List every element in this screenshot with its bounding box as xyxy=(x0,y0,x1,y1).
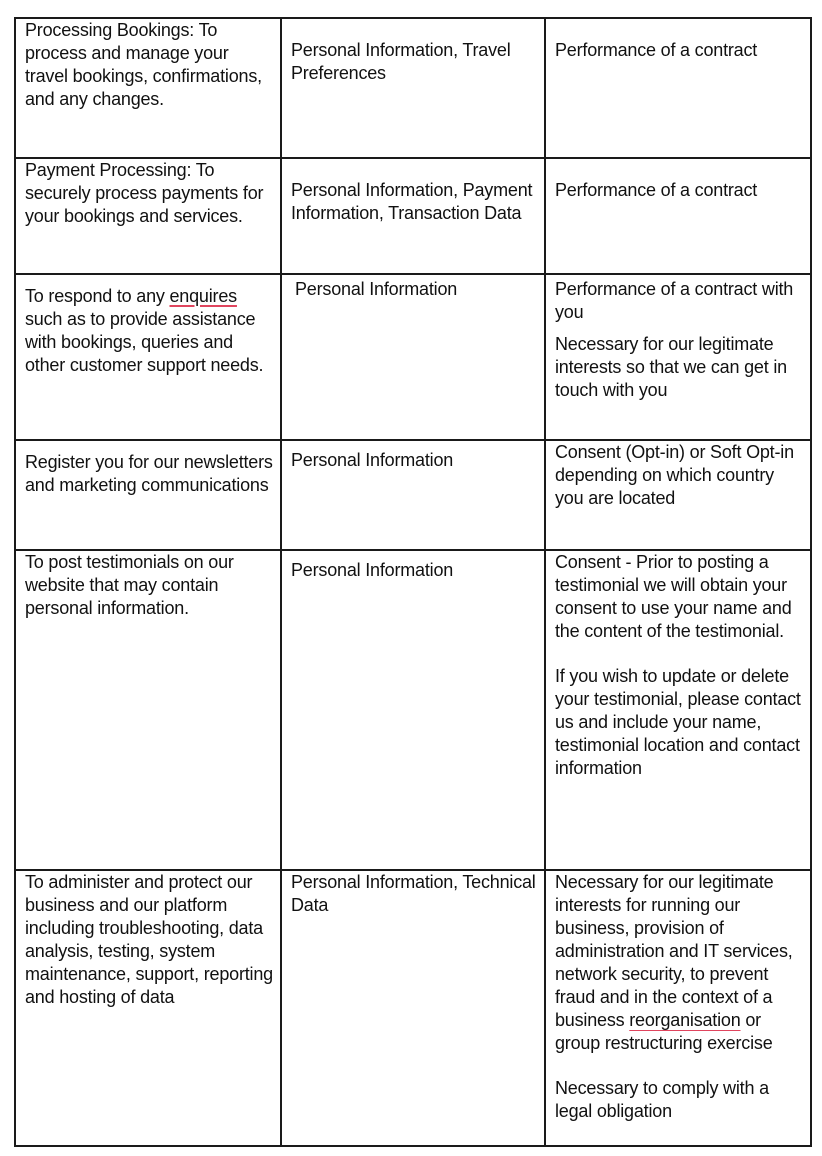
data-processing-table xyxy=(14,17,812,1147)
data-type-text: Personal Information xyxy=(291,450,454,470)
data-type-cell xyxy=(281,274,545,440)
table-row xyxy=(15,440,811,550)
data-type-text: Personal Information, Technical Data xyxy=(291,872,536,915)
lawful-basis-text: Consent (Opt-in) or Soft Opt-in depending on which country you are located xyxy=(555,442,794,508)
purpose-cell xyxy=(15,274,281,440)
lawful-basis-text: Performance of a contract xyxy=(555,180,758,200)
data-type-cell xyxy=(281,158,545,274)
purpose-text: Processing Bookings: To process and manage your travel bookings, confirmations, and any changes. xyxy=(25,20,262,109)
lawful-basis-text: Necessary for our legitimate interests so that we can get in touch with you xyxy=(555,334,787,400)
lawful-basis-cell xyxy=(545,550,811,870)
data-type-text: Personal Information, Travel Preferences xyxy=(291,40,511,83)
purpose-cell xyxy=(15,440,281,550)
purpose-cell xyxy=(15,550,281,870)
data-type-cell xyxy=(281,440,545,550)
spellcheck-flagged-word[interactable]: enquires xyxy=(169,286,237,306)
lawful-basis-cell xyxy=(545,158,811,274)
lawful-basis-text: Performance of a contract with you xyxy=(555,279,794,322)
purpose-cell xyxy=(15,870,281,1146)
purpose-text: Payment Processing: To securely process payments for your bookings and services. xyxy=(25,160,264,226)
lawful-basis-text: Necessary to comply with a legal obligation xyxy=(555,1078,769,1121)
purpose-text-start: To respond to any xyxy=(25,286,170,306)
data-type-text: Personal Information, Payment Information, Transaction Data xyxy=(291,180,533,223)
purpose-text: Register you for our newsletters and marketing communications xyxy=(25,452,273,495)
lawful-basis-cell xyxy=(545,18,811,158)
data-type-text: Personal Information xyxy=(295,279,458,299)
table-row xyxy=(15,274,811,440)
spellcheck-flagged-word[interactable]: reorganisation xyxy=(629,1010,741,1030)
lawful-basis-cell xyxy=(545,274,811,440)
purpose-cell xyxy=(15,18,281,158)
data-type-cell xyxy=(281,550,545,870)
lawful-basis-text-start: Necessary for our legitimate interests for running our business, provision of administration and IT services, network security, to prevent fraud and in the context of a business xyxy=(555,872,793,1030)
purpose-text: To post testimonials on our website that may contain personal information. xyxy=(25,552,234,618)
table-row xyxy=(15,158,811,274)
purpose-cell xyxy=(15,158,281,274)
lawful-basis-text: Performance of a contract xyxy=(555,40,758,60)
table-row xyxy=(15,870,811,1146)
lawful-basis-text: Consent - Prior to posting a testimonial we will obtain your consent to use your name and the content of the testimonial. xyxy=(555,552,792,641)
lawful-basis-text-end: or group restructuring exercise xyxy=(555,1010,773,1053)
data-type-text: Personal Information xyxy=(291,560,454,580)
purpose-text: To administer and protect our business and our platform including troubleshooting, data analysis, testing, system maintenance, support, reporting and hosting of data xyxy=(25,872,273,1007)
data-type-cell xyxy=(281,870,545,1146)
purpose-text-end: such as to provide assistance with bookings, queries and other customer support needs. xyxy=(25,309,264,375)
lawful-basis-cell xyxy=(545,870,811,1146)
table-row xyxy=(15,18,811,158)
table-row xyxy=(15,550,811,870)
lawful-basis-text xyxy=(555,871,804,1055)
lawful-basis-text: If you wish to update or delete your testimonial, please contact us and include your name, testimonial location and contact information xyxy=(555,666,801,778)
lawful-basis-cell xyxy=(545,440,811,550)
data-type-cell xyxy=(281,18,545,158)
